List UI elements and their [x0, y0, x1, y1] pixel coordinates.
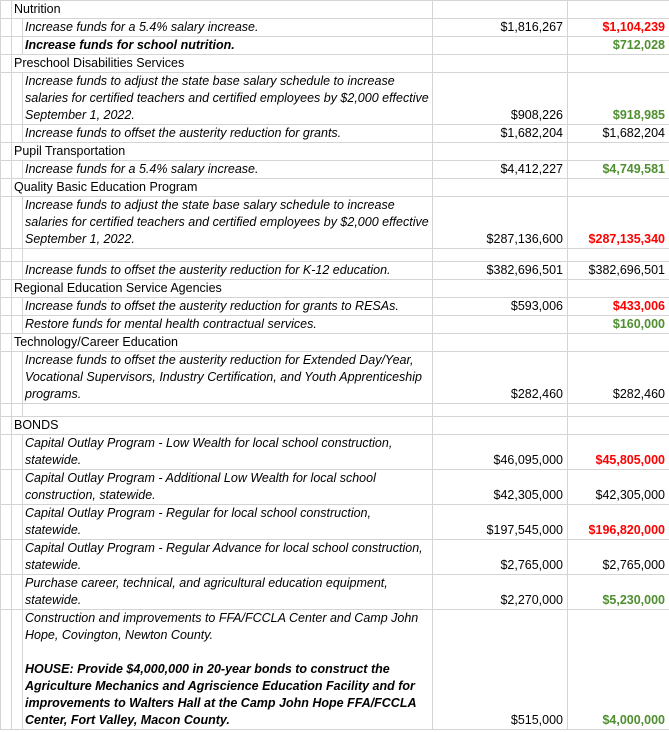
- recommended-amount: $160,000: [568, 316, 669, 334]
- section-heading: Technology/Career Education: [12, 334, 433, 352]
- section-row: [1, 280, 669, 298]
- line-item-row: [1, 575, 669, 610]
- description-text: Restore funds for mental health contractual services.: [25, 317, 317, 331]
- governor-amount: $197,545,000: [433, 505, 568, 540]
- governor-amount: $515,000: [433, 610, 568, 730]
- line-item-description: [23, 435, 433, 470]
- line-item-description: [23, 610, 433, 730]
- line-item-description: [23, 352, 433, 404]
- line-item-row: [1, 73, 669, 125]
- line-item-description: [23, 37, 433, 55]
- section-row: [1, 179, 669, 197]
- recommended-amount: $196,820,000: [568, 505, 669, 540]
- description-text: Capital Outlay Program - Low Wealth for local school construction, statewide.: [25, 436, 393, 467]
- line-item-row: [1, 19, 669, 37]
- governor-amount: $282,460: [433, 352, 568, 404]
- section-heading: Quality Basic Education Program: [12, 179, 433, 197]
- spacer-row: [1, 404, 669, 417]
- line-item-description: [23, 540, 433, 575]
- governor-amount: $1,816,267: [433, 19, 568, 37]
- line-item-row: [1, 352, 669, 404]
- line-item-row: [1, 161, 669, 179]
- line-item-description: [23, 19, 433, 37]
- section-row: [1, 334, 669, 352]
- line-item-row: [1, 197, 669, 249]
- line-item-description: [23, 262, 433, 280]
- line-item-row: [1, 540, 669, 575]
- description-text: Increase funds to adjust the state base salary schedule to increase salaries for certified teachers and certified employees by $2,000 effective September 1, 2022.: [25, 198, 429, 246]
- governor-amount: $287,136,600: [433, 197, 568, 249]
- recommended-amount: $918,985: [568, 73, 669, 125]
- governor-amount: $908,226: [433, 73, 568, 125]
- line-item-description: [23, 298, 433, 316]
- line-item-description: [23, 316, 433, 334]
- recommended-amount: $1,104,239: [568, 19, 669, 37]
- spacer-row: [1, 249, 669, 262]
- governor-amount: $4,412,227: [433, 161, 568, 179]
- line-item-row: [1, 262, 669, 280]
- description-text: Increase funds to offset the austerity reduction for grants to RESAs.: [25, 299, 399, 313]
- section-heading: BONDS: [12, 417, 433, 435]
- house-note: HOUSE: Provide $4,000,000 in 20-year bonds to construct the Agriculture Mechanics and Agriscience Education Facility and for improvements to Walters Hall at the Camp John Hope FFA/FCCLA Center, Fort Valley, Macon County.: [25, 662, 417, 727]
- recommended-amount: $5,230,000: [568, 575, 669, 610]
- governor-amount: $593,006: [433, 298, 568, 316]
- governor-amount: $42,305,000: [433, 470, 568, 505]
- recommended-amount: $287,135,340: [568, 197, 669, 249]
- governor-amount: $46,095,000: [433, 435, 568, 470]
- line-item-row: [1, 298, 669, 316]
- description-text: Construction and improvements to FFA/FCCLA Center and Camp John Hope, Covington, Newton County.: [25, 611, 419, 642]
- section-row: [1, 417, 669, 435]
- line-item-row: [1, 610, 669, 730]
- line-item-description: [23, 161, 433, 179]
- recommended-amount: $4,749,581: [568, 161, 669, 179]
- description-text: Capital Outlay Program - Additional Low Wealth for local school construction, statewide.: [25, 471, 376, 502]
- line-item-description: [23, 575, 433, 610]
- description-text: Increase funds to adjust the state base salary schedule to increase salaries for certified teachers and certified employees by $2,000 effective September 1, 2022.: [25, 74, 429, 122]
- section-row: [1, 143, 669, 161]
- description-text: Increase funds for school nutrition.: [25, 38, 235, 52]
- recommended-amount: $433,006: [568, 298, 669, 316]
- recommended-amount: $2,765,000: [568, 540, 669, 575]
- line-item-description: [23, 470, 433, 505]
- line-item-row: [1, 435, 669, 470]
- line-item-description: [23, 197, 433, 249]
- description-text: Capital Outlay Program - Regular Advance for local school construction, statewide.: [25, 541, 423, 572]
- governor-amount: $2,765,000: [433, 540, 568, 575]
- recommended-amount: $282,460: [568, 352, 669, 404]
- governor-amount: [433, 37, 568, 55]
- recommended-amount: $382,696,501: [568, 262, 669, 280]
- blank-line: [25, 644, 429, 661]
- line-item-description: [23, 125, 433, 143]
- section-heading: Pupil Transportation: [12, 143, 433, 161]
- recommended-amount: $712,028: [568, 37, 669, 55]
- section-heading: Nutrition: [12, 1, 433, 19]
- section-row: [1, 1, 669, 19]
- section-heading: Regional Education Service Agencies: [12, 280, 433, 298]
- recommended-amount: $1,682,204: [568, 125, 669, 143]
- budget-table-body: [1, 1, 669, 730]
- description-text: Capital Outlay Program - Regular for local school construction, statewide.: [25, 506, 371, 537]
- section-heading: Preschool Disabilities Services: [12, 55, 433, 73]
- line-item-description: [23, 505, 433, 540]
- description-text: Increase funds to offset the austerity reduction for grants.: [25, 126, 342, 140]
- description-text: Increase funds for a 5.4% salary increase.: [25, 20, 259, 34]
- description-text: Increase funds to offset the austerity reduction for Extended Day/Year, Vocational Supervisors, Industry Certification, and Youth Apprenticeship programs.: [25, 353, 422, 401]
- line-item-description: [23, 73, 433, 125]
- line-item-row: [1, 505, 669, 540]
- line-item-row: [1, 470, 669, 505]
- section-row: [1, 55, 669, 73]
- description-text: Increase funds to offset the austerity reduction for K-12 education.: [25, 263, 391, 277]
- line-item-row: [1, 125, 669, 143]
- line-item-row: [1, 37, 669, 55]
- governor-amount: $382,696,501: [433, 262, 568, 280]
- description-text: Purchase career, technical, and agricultural education equipment, statewide.: [25, 576, 388, 607]
- recommended-amount: $4,000,000: [568, 610, 669, 730]
- description-text: Increase funds for a 5.4% salary increase.: [25, 162, 259, 176]
- governor-amount: $1,682,204: [433, 125, 568, 143]
- governor-amount: [433, 316, 568, 334]
- recommended-amount: $42,305,000: [568, 470, 669, 505]
- line-item-row: [1, 316, 669, 334]
- recommended-amount: $45,805,000: [568, 435, 669, 470]
- governor-amount: $2,270,000: [433, 575, 568, 610]
